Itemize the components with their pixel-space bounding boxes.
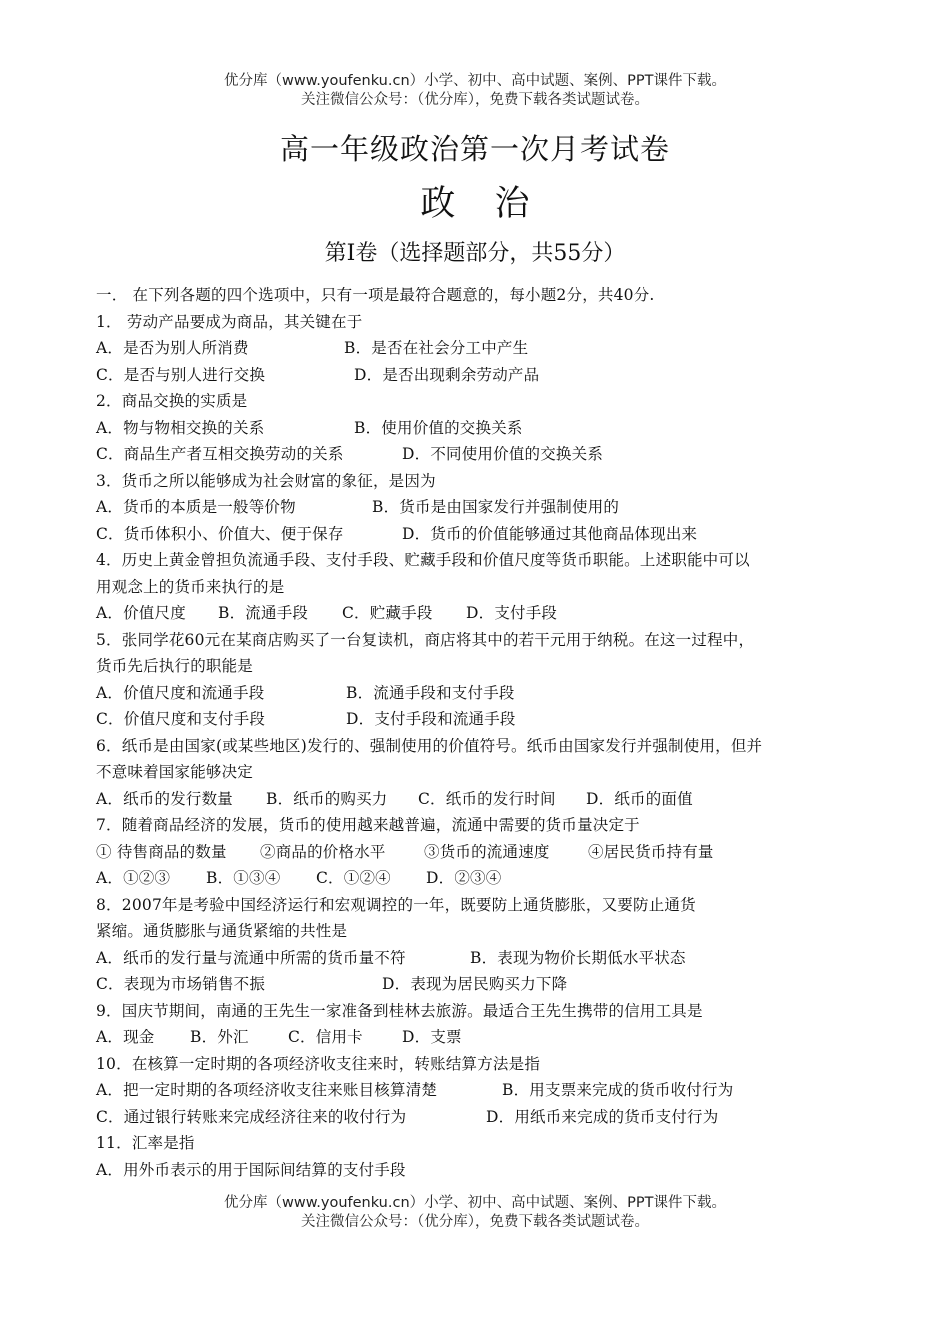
option-d: D．支付手段和流通手段 bbox=[346, 710, 516, 728]
option-c: C．①②④ bbox=[316, 869, 391, 887]
option-b: B．是否在社会分工中产生 bbox=[344, 339, 529, 357]
option-c: C．商品生产者互相交换劳动的关系 bbox=[96, 445, 344, 463]
option-c: C．货币体积小、价值大、便于保存 bbox=[96, 524, 344, 543]
q5-stem-line2: 货币先后执行的职能是 bbox=[96, 657, 254, 675]
option-d: D．是否出现剩余劳动产品 bbox=[354, 365, 540, 384]
q1-stem: 1． 劳动产品要成为商品，其关键在于 bbox=[96, 312, 363, 331]
q6-options bbox=[96, 786, 866, 813]
option-c: C．信用卡 bbox=[288, 1028, 363, 1046]
option-a: A．货币的本质是一般等价物 bbox=[96, 498, 296, 516]
q5-stem-line1: 5．张同学花60元在某商店购买了一台复读机，商店将其中的若干元用于纳税。在这一过程中， bbox=[96, 630, 755, 649]
page-footer bbox=[0, 1194, 950, 1232]
option-a: A．①②③ bbox=[96, 869, 171, 887]
q1-options-row2 bbox=[96, 362, 866, 389]
instruction: 一． 在下列各题的四个选项中，只有一项是最符合题意的，每小题2分，共40分. bbox=[96, 286, 655, 304]
option-a: A．把一定时期的各项经济收支往来账目核算清楚 bbox=[96, 1081, 438, 1099]
option-a: A．现金 bbox=[96, 1028, 155, 1046]
option-d: D．纸币的面值 bbox=[586, 789, 693, 808]
q1-options-row1 bbox=[96, 335, 866, 362]
q6-stem-line2: 不意味着国家能够决定 bbox=[96, 763, 254, 781]
q2-options-row1 bbox=[96, 415, 866, 442]
option-c: C．贮藏手段 bbox=[342, 604, 433, 622]
q8-stem-line1: 8．2007年是考验中国经济运行和宏观调控的一年，既要防上通货膨胀，又要防止通货 bbox=[96, 895, 696, 914]
option-d: D．不同使用价值的交换关系 bbox=[402, 445, 604, 463]
q10-stem: 10．在核算一定时期的各项经济收支往来时，转账结算方法是指 bbox=[96, 1054, 541, 1073]
q10-options-row2 bbox=[96, 1104, 866, 1131]
q11-stem: 11．汇率是指 bbox=[96, 1134, 195, 1152]
q7-stem: 7．随着商品经济的发展，货币的使用越来越普遍，流通中需要的货币量决定于 bbox=[96, 816, 640, 834]
q9-stem: 9．国庆节期间，南通的王先生一家准备到桂林去旅游。最适合王先生携带的信用工具是 bbox=[96, 1001, 703, 1020]
option-c: C．价值尺度和支付手段 bbox=[96, 710, 266, 728]
option-a: A．价值尺度和流通手段 bbox=[96, 683, 265, 702]
item-3: ③货币的流通速度 bbox=[424, 842, 550, 861]
option-b: B．流通手段和支付手段 bbox=[346, 683, 515, 702]
q11-option-a: A．用外币表示的用于国际间结算的支付手段 bbox=[96, 1160, 406, 1179]
option-b: B．纸币的购买力 bbox=[266, 789, 388, 808]
option-b: B．表现为物价长期低水平状态 bbox=[470, 948, 686, 967]
option-d: D．支票 bbox=[402, 1028, 462, 1046]
option-b: B．用支票来完成的货币收付行为 bbox=[502, 1081, 734, 1099]
option-d: D．货币的价值能够通过其他商品体现出来 bbox=[402, 524, 698, 543]
q8-options-row1 bbox=[96, 945, 866, 972]
q8-options-row2 bbox=[96, 971, 866, 998]
option-c: C．纸币的发行时间 bbox=[418, 789, 556, 808]
q4-options bbox=[96, 600, 866, 627]
option-a: A．纸币的发行数量 bbox=[96, 789, 233, 808]
header-line-2: 关注微信公众号：（优分库），免费下载各类试题试卷。 bbox=[301, 92, 649, 108]
subject-title: 政 治 bbox=[420, 184, 544, 224]
option-b: B．①③④ bbox=[206, 869, 281, 887]
q2-options-row2 bbox=[96, 441, 866, 468]
header-line-1: 优分库（www.youfenku.cn）小学、初中、高中试题、案例、PPT课件下载。 bbox=[224, 73, 726, 89]
option-b: B．外汇 bbox=[190, 1028, 249, 1046]
footer-line-1: 优分库（www.youfenku.cn）小学、初中、高中试题、案例、PPT课件下载。 bbox=[224, 1195, 726, 1211]
q4-stem-line2: 用观念上的货币来执行的是 bbox=[96, 577, 285, 596]
option-a: A．价值尺度 bbox=[96, 604, 186, 622]
q2-stem: 2．商品交换的实质是 bbox=[96, 392, 248, 410]
q8-stem-line2: 紧缩。通货膨胀与通货紧缩的共性是 bbox=[96, 922, 348, 940]
option-d: D．表现为居民购买力下降 bbox=[382, 975, 568, 993]
option-c: C．表现为市场销售不振 bbox=[96, 975, 266, 993]
q4-stem-line1: 4．历史上黄金曾担负流通手段、支付手段、贮藏手段和价值尺度等货币职能。上述职能中可以 bbox=[96, 551, 750, 569]
exam-title: 高一年级政治第一次月考试卷 bbox=[279, 132, 670, 166]
option-a: A．纸币的发行量与流通中所需的货币量不符 bbox=[96, 948, 406, 967]
footer-line-2: 关注微信公众号：（优分库），免费下载各类试题试卷。 bbox=[301, 1214, 649, 1230]
question-list bbox=[96, 282, 866, 1183]
option-a: A．物与物相交换的关系 bbox=[96, 418, 265, 437]
option-c: C．通过银行转账来完成经济往来的收付行为 bbox=[96, 1107, 407, 1126]
q6-stem-line1: 6．纸币是由国家(或某些地区)发行的、强制使用的价值符号。纸币由国家发行并强制使用，但并 bbox=[96, 736, 763, 755]
item-1: ① 待售商品的数量 bbox=[96, 842, 227, 861]
option-c: C．是否与别人进行交换 bbox=[96, 365, 266, 384]
option-d: D．②③④ bbox=[426, 869, 502, 887]
item-4: ④居民货币持有量 bbox=[588, 842, 714, 861]
section-title: 第Ⅰ卷（选择题部分，共55分） bbox=[324, 241, 626, 266]
item-2: ②商品的价格水平 bbox=[260, 842, 386, 861]
q3-stem: 3．货币之所以能够成为社会财富的象征，是因为 bbox=[96, 471, 436, 490]
q10-options-row1 bbox=[96, 1077, 866, 1104]
q3-options-row1 bbox=[96, 494, 866, 521]
q9-options bbox=[96, 1024, 866, 1051]
q5-options-row1 bbox=[96, 680, 866, 707]
option-d: D．用纸币来完成的货币支付行为 bbox=[486, 1107, 719, 1126]
q5-options-row2 bbox=[96, 706, 866, 733]
page-header bbox=[0, 72, 950, 110]
option-b: B．使用价值的交换关系 bbox=[354, 418, 523, 437]
q3-options-row2 bbox=[96, 521, 866, 548]
q7-items bbox=[96, 839, 866, 866]
q7-options bbox=[96, 865, 866, 892]
option-b: B．货币是由国家发行并强制使用的 bbox=[372, 498, 620, 516]
option-a: A．是否为别人所消费 bbox=[96, 339, 249, 357]
option-d: D．支付手段 bbox=[466, 604, 558, 622]
option-b: B．流通手段 bbox=[218, 604, 309, 622]
